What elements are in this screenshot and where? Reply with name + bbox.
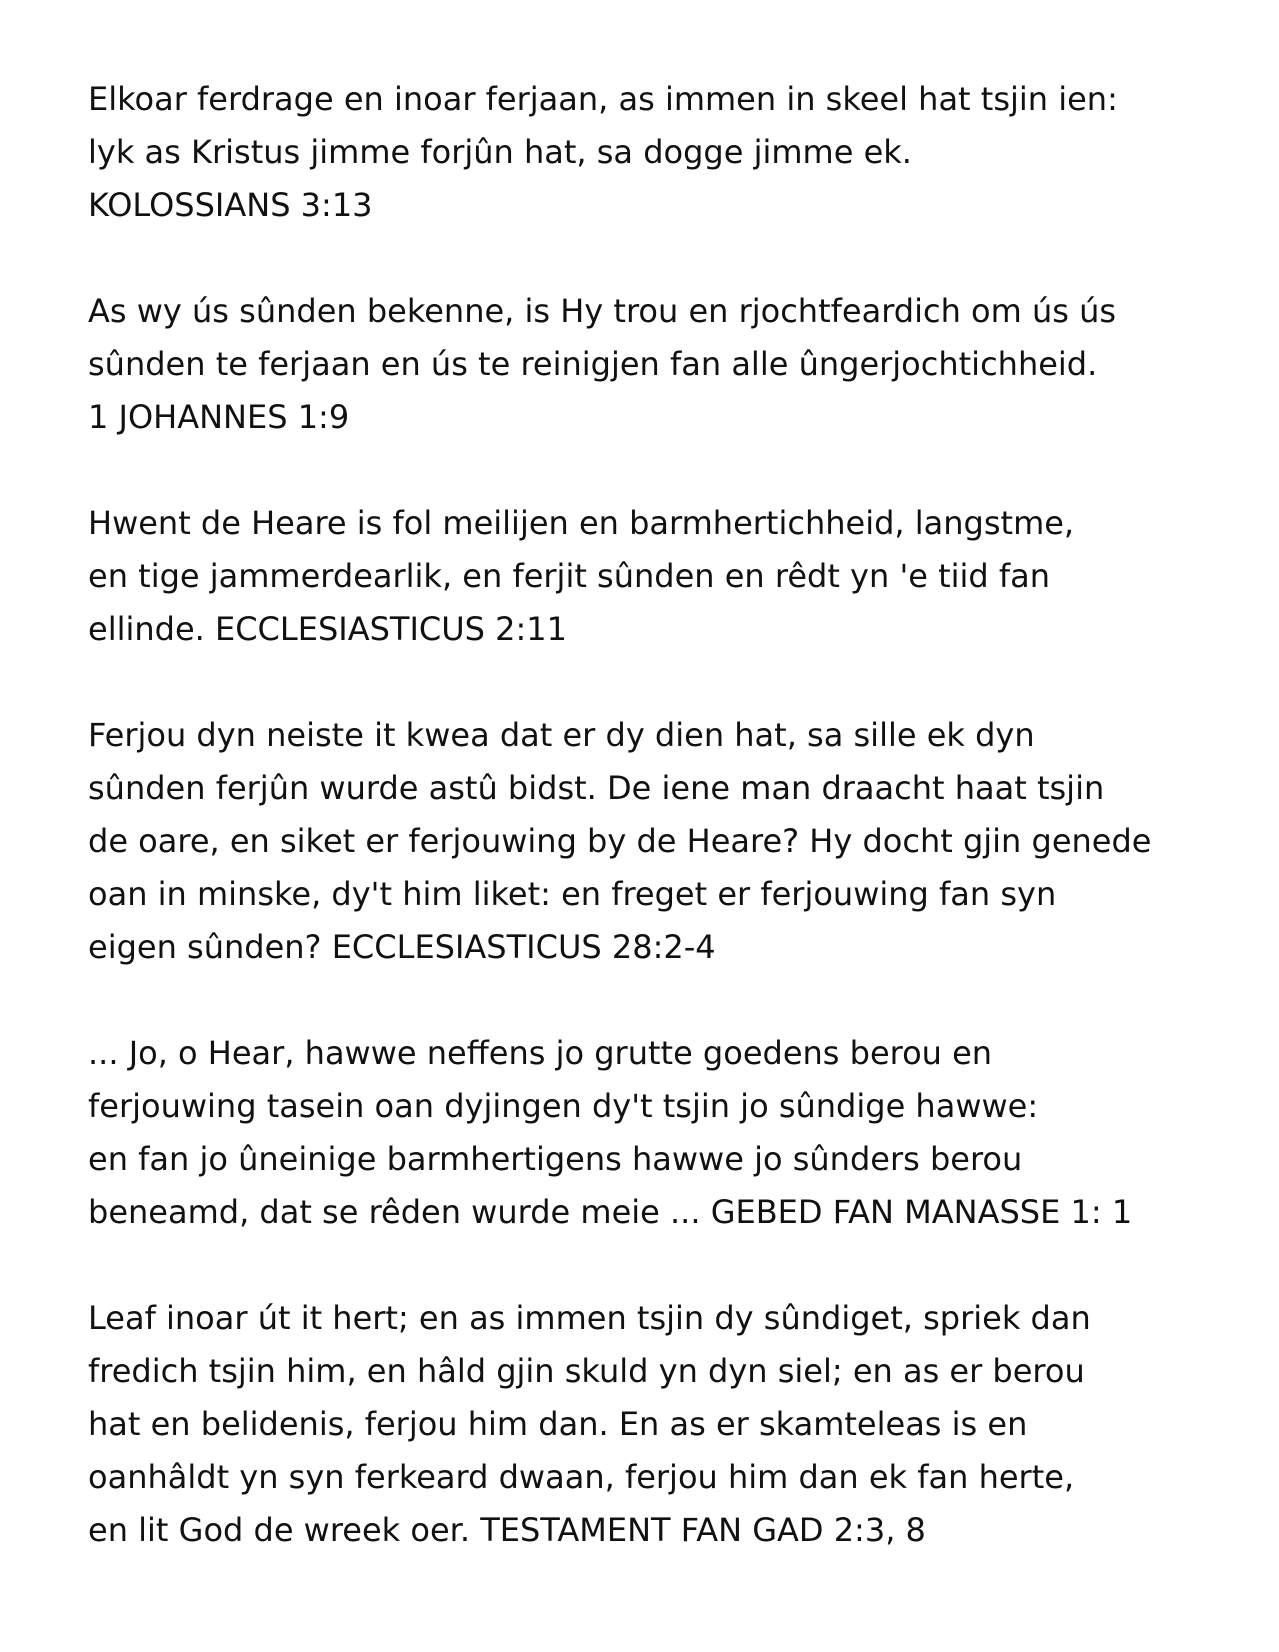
verse-reference: 1 JOHANNES 1:9 [88,398,350,436]
text-line: sûnden ferjûn wurde astû bidst. De iene man draacht haat tsjin [88,769,1105,807]
document-page [88,73,1258,1610]
text-line: As wy ús sûnden bekenne, is Hy trou en rjochtfeardich om ús ús [88,292,1117,330]
text-line: oanhâldt yn syn ferkeard dwaan, ferjou him dan ek fan herte, [88,1458,1075,1496]
text-line: Hwent de Heare is fol meilijen en barmhertichheid, langstme, [88,504,1075,542]
text-line: en lit God de wreek oer. TESTAMENT FAN GAD 2:3, 8 [88,1511,926,1549]
passage-johannes [88,285,1258,444]
passage-kolossians [88,73,1258,232]
text-line: Ferjou dyn neiste it kwea dat er dy dien hat, sa sille ek dyn [88,716,1035,754]
text-line: de oare, en siket er ferjouwing by de Heare? Hy docht gjin genede [88,822,1152,860]
text-line: eigen sûnden? ECCLESIASTICUS 28:2-4 [88,928,716,966]
text-line: en fan jo ûneinige barmhertigens hawwe jo sûnders berou [88,1140,1023,1178]
text-line: en tige jammerdearlik, en ferjit sûnden en rêdt yn 'e tiid fan [88,557,1051,595]
text-line: Elkoar ferdrage en inoar ferjaan, as immen in skeel hat tsjin ien: [88,80,1118,118]
text-line: ellinde. ECCLESIASTICUS 2:11 [88,610,567,648]
passage-testament-gad [88,1292,1258,1557]
text-line: lyk as Kristus jimme forjûn hat, sa dogge jimme ek. [88,133,912,171]
text-line: Leaf inoar út it hert; en as immen tsjin dy sûndiget, spriek dan [88,1299,1091,1337]
passage-manasse [88,1027,1258,1239]
text-line: ferjouwing tasein oan dyjingen dy't tsjin jo sûndige hawwe: [88,1087,1039,1125]
passage-ecclesiasticus-28 [88,709,1258,974]
text-line: fredich tsjin him, en hâld gjin skuld yn dyn siel; en as er berou [88,1352,1085,1390]
passage-ecclesiasticus-2 [88,497,1258,656]
text-line: oan in minske, dy't him liket: en freget er ferjouwing fan syn [88,875,1057,913]
text-line: sûnden te ferjaan en ús te reinigjen fan alle ûngerjochtichheid. [88,345,1098,383]
verse-reference: KOLOSSIANS 3:13 [88,186,373,224]
text-line: hat en belidenis, ferjou him dan. En as er skamteleas is en [88,1405,1028,1443]
text-line: beneamd, dat se rêden wurde meie ... GEBED FAN MANASSE 1: 1 [88,1193,1133,1231]
text-line: ... Jo, o Hear, hawwe neffens jo grutte goedens berou en [88,1034,993,1072]
